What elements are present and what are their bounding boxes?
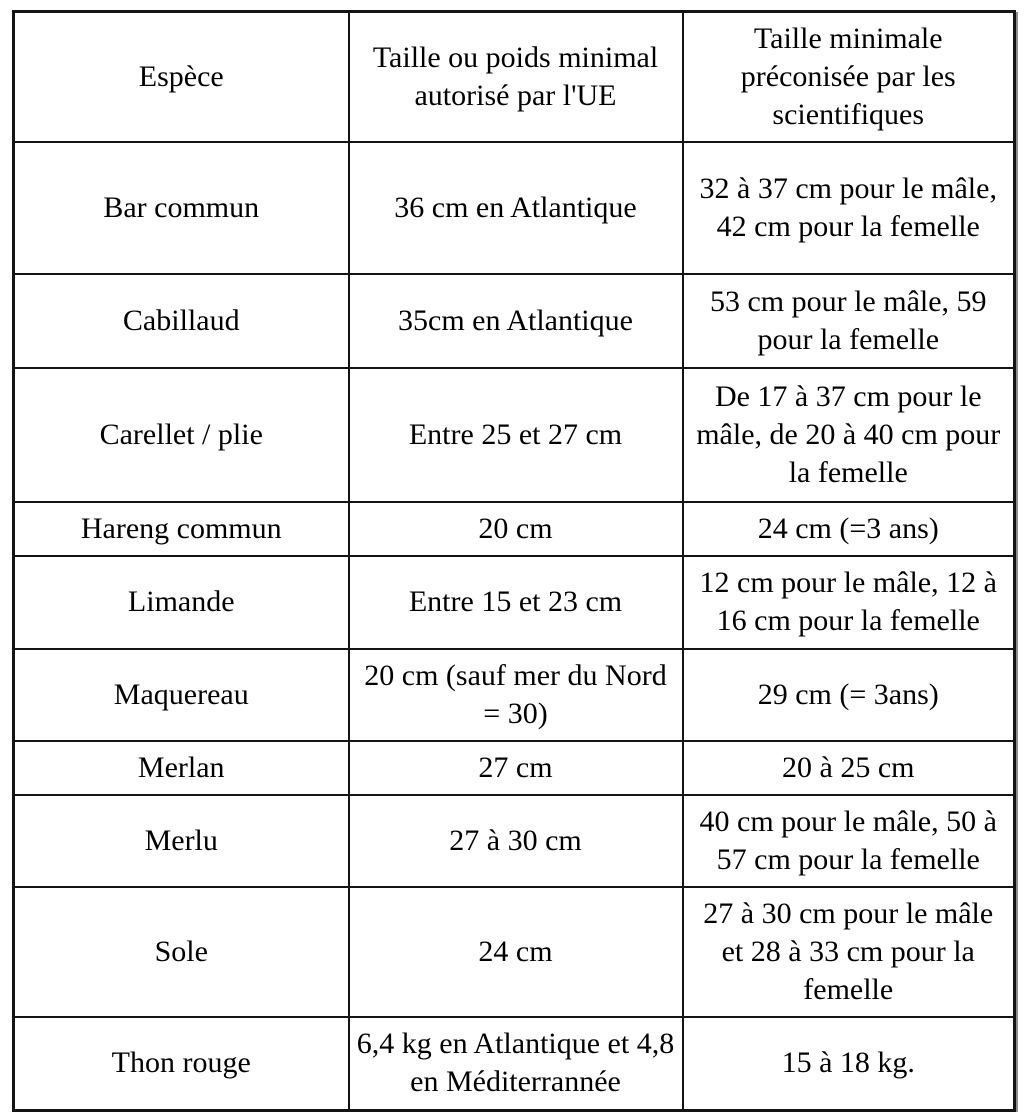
cell-scientifiques bbox=[683, 274, 1015, 368]
fish-minimum-size-table bbox=[12, 10, 1016, 1112]
cell-scientifiques bbox=[683, 502, 1015, 556]
cell-text-scientifiques: 32 à 37 cm pour le mâle, 42 cm pour la femelle bbox=[699, 172, 997, 244]
cell-text-scientifiques: 53 cm pour le mâle, 59 pour la femelle bbox=[709, 285, 987, 357]
cell-text-ue: Entre 25 et 27 cm bbox=[408, 418, 623, 452]
cell-text-espece: Cabillaud bbox=[122, 304, 240, 338]
cell-ue bbox=[349, 887, 683, 1017]
cell-espece bbox=[14, 741, 349, 795]
cell-espece bbox=[14, 142, 349, 274]
table-row bbox=[14, 502, 1015, 556]
header-cell-espece bbox=[14, 12, 349, 143]
table-row bbox=[14, 741, 1015, 795]
cell-scientifiques bbox=[683, 649, 1015, 741]
cell-ue bbox=[349, 368, 683, 502]
cell-espece bbox=[14, 649, 349, 741]
table-row bbox=[14, 649, 1015, 741]
cell-ue bbox=[349, 274, 683, 368]
cell-text-espece: Bar commun bbox=[103, 191, 260, 225]
cell-text-scientifiques: 29 cm (= 3ans) bbox=[757, 677, 939, 711]
cell-text-espece: Merlan bbox=[137, 750, 225, 784]
cell-text-espece: Thon rouge bbox=[111, 1046, 251, 1080]
cell-text-scientifiques: 40 cm pour le mâle, 50 à 57 cm pour la femelle bbox=[699, 804, 997, 876]
cell-espece bbox=[14, 368, 349, 502]
table-row bbox=[14, 368, 1015, 502]
cell-espece bbox=[14, 1017, 349, 1110]
header-label-ue: Taille ou poids minimal autorisé par l'UE bbox=[372, 41, 659, 113]
cell-text-espece: Hareng commun bbox=[80, 512, 282, 546]
cell-scientifiques bbox=[683, 368, 1015, 502]
cell-scientifiques bbox=[683, 556, 1015, 648]
header-label-scientifiques: Taille minimale préconisée par les scientifiques bbox=[740, 22, 956, 132]
table-row bbox=[14, 142, 1015, 274]
cell-text-ue: 36 cm en Atlantique bbox=[394, 191, 637, 225]
cell-scientifiques bbox=[683, 142, 1015, 274]
cell-scientifiques bbox=[683, 887, 1015, 1017]
cell-text-espece: Carellet / plie bbox=[99, 418, 263, 452]
cell-scientifiques bbox=[683, 795, 1015, 887]
cell-text-scientifiques: 20 à 25 cm bbox=[782, 750, 915, 784]
cell-espece bbox=[14, 502, 349, 556]
cell-text-scientifiques: 27 à 30 cm pour le mâle et 28 à 33 cm pour la femelle bbox=[703, 897, 994, 1007]
cell-espece bbox=[14, 887, 349, 1017]
cell-text-espece: Sole bbox=[154, 935, 208, 969]
cell-ue bbox=[349, 1017, 683, 1110]
cell-text-ue: 35cm en Atlantique bbox=[398, 304, 633, 338]
table-row bbox=[14, 795, 1015, 887]
cell-ue bbox=[349, 741, 683, 795]
table-header-row bbox=[14, 12, 1015, 143]
cell-text-ue: 27 cm bbox=[478, 750, 553, 784]
table-body bbox=[14, 12, 1015, 1111]
cell-ue bbox=[349, 142, 683, 274]
cell-espece bbox=[14, 274, 349, 368]
cell-ue bbox=[349, 795, 683, 887]
header-cell-scientifiques bbox=[683, 12, 1015, 143]
table-row bbox=[14, 274, 1015, 368]
cell-text-ue: 20 cm bbox=[478, 512, 553, 546]
cell-espece bbox=[14, 556, 349, 648]
cell-text-ue: Entre 15 et 23 cm bbox=[408, 585, 623, 619]
cell-text-ue: 6,4 kg en Atlantique et 4,8 en Méditerrannée bbox=[356, 1027, 675, 1099]
cell-text-scientifiques: 15 à 18 kg. bbox=[781, 1046, 915, 1080]
cell-ue bbox=[349, 502, 683, 556]
cell-scientifiques bbox=[683, 1017, 1015, 1110]
cell-text-scientifiques: 12 cm pour le mâle, 12 à 16 cm pour la femelle bbox=[699, 566, 997, 638]
cell-text-espece: Limande bbox=[127, 585, 235, 619]
cell-text-scientifiques: 24 cm (=3 ans) bbox=[757, 512, 939, 546]
header-label-espece: Espèce bbox=[138, 60, 224, 94]
cell-text-espece: Merlu bbox=[144, 823, 218, 857]
cell-text-scientifiques: De 17 à 37 cm pour le mâle, de 20 à 40 cm pour la femelle bbox=[696, 380, 1001, 490]
cell-ue bbox=[349, 556, 683, 648]
cell-espece bbox=[14, 795, 349, 887]
cell-text-ue: 20 cm (sauf mer du Nord = 30) bbox=[364, 658, 667, 730]
cell-ue bbox=[349, 649, 683, 741]
header-cell-ue bbox=[349, 12, 683, 143]
cell-text-espece: Maquereau bbox=[113, 677, 249, 711]
cell-scientifiques bbox=[683, 741, 1015, 795]
cell-text-ue: 27 à 30 cm bbox=[449, 823, 582, 857]
table-row bbox=[14, 887, 1015, 1017]
cell-text-ue: 24 cm bbox=[478, 935, 553, 969]
table-row bbox=[14, 1017, 1015, 1110]
fish-size-table-container bbox=[12, 10, 1013, 1112]
table-row bbox=[14, 556, 1015, 648]
